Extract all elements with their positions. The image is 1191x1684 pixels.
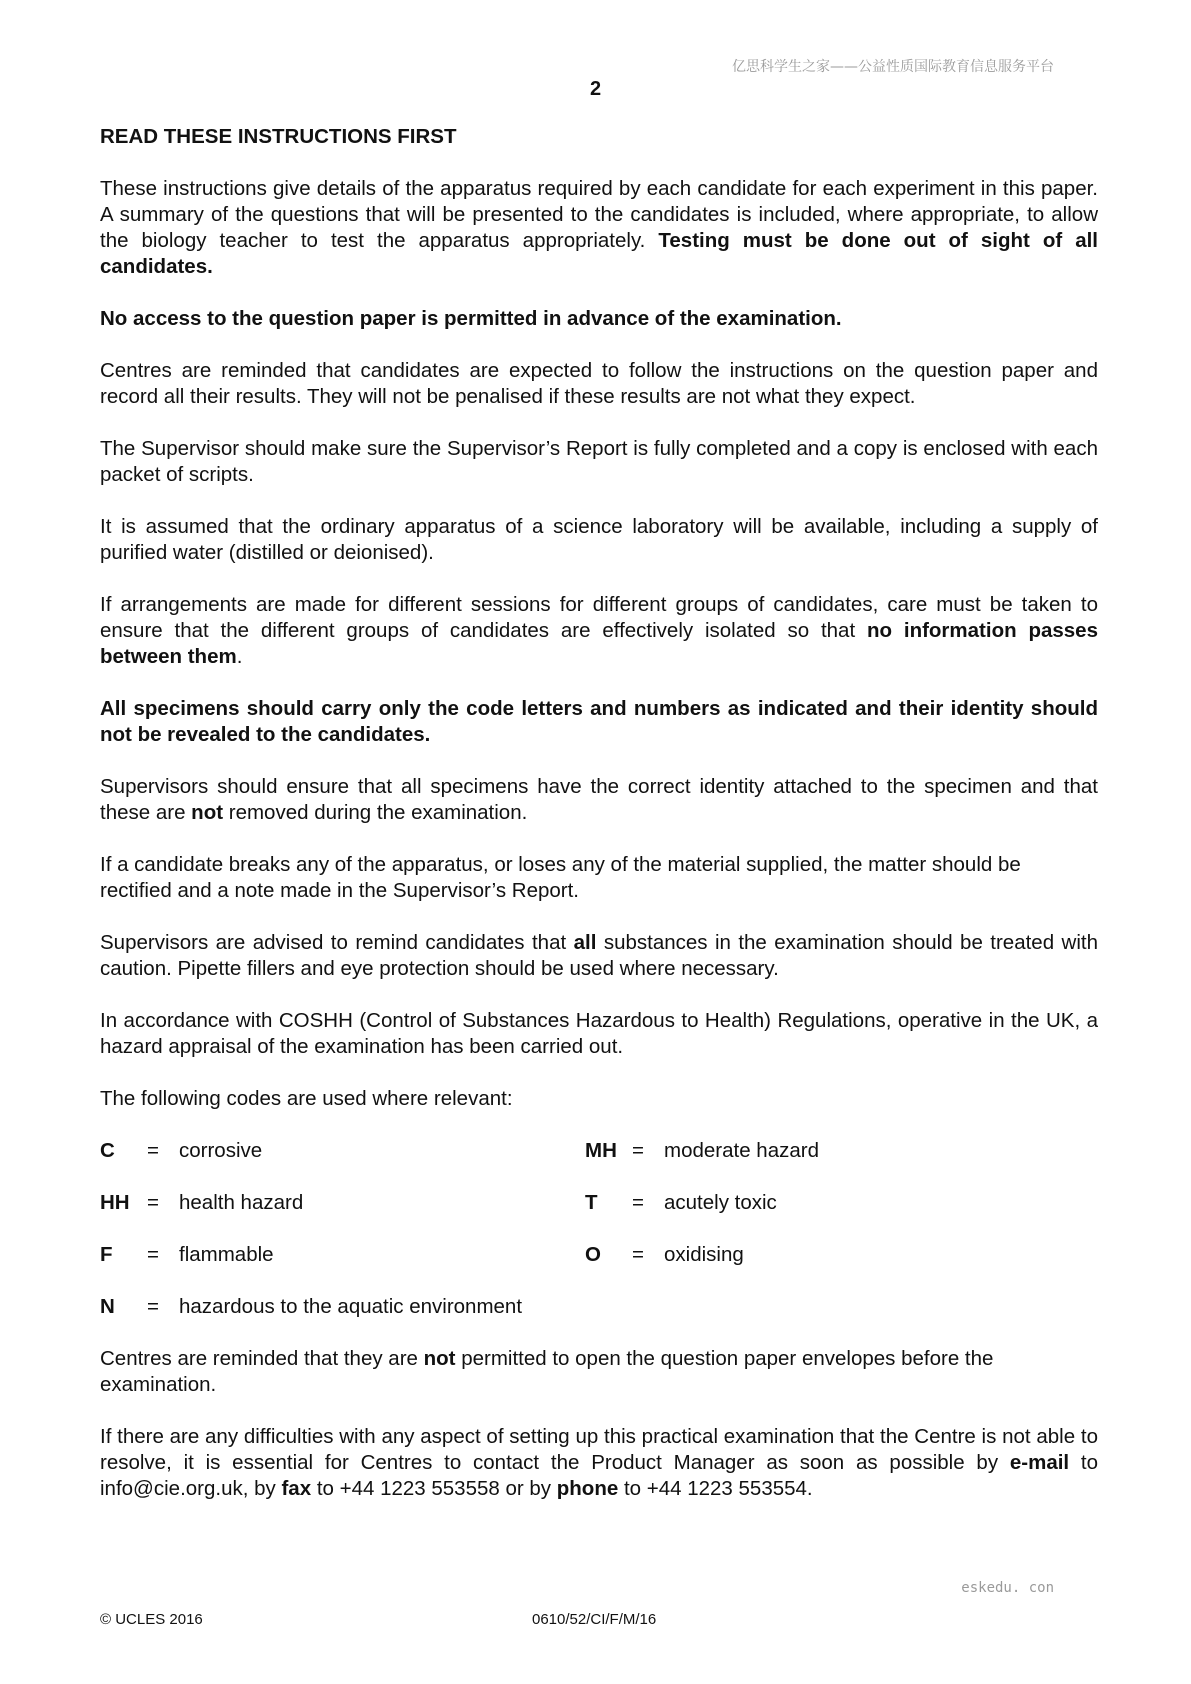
paragraph-reminder-results: Centres are reminded that candidates are expected to follow the instructions on the question paper and record all their results. They will not be penalised if these results are not what they expect. bbox=[100, 359, 1098, 408]
paragraph-no-access-bold: No access to the question paper is permitted in advance of the examination. bbox=[100, 307, 842, 330]
paragraph-envelopes bbox=[100, 1346, 1098, 1398]
hazard-code-equals: = bbox=[147, 1139, 159, 1162]
paragraph-specimen-identity bbox=[100, 774, 1098, 826]
hazard-code-equals: = bbox=[632, 1139, 644, 1162]
contact-phone-text: to +44 1223 553554. bbox=[618, 1477, 813, 1500]
paragraph-specimen-identity-text: Supervisors should ensure that all specimens have the correct identity attached to the specimen and that these are bbox=[100, 775, 1098, 824]
hazard-code-equals: = bbox=[632, 1243, 644, 1266]
paragraph-sessions bbox=[100, 592, 1098, 670]
hazard-code-key: O bbox=[585, 1243, 601, 1266]
hazard-code-definition: oxidising bbox=[664, 1243, 744, 1266]
page-number: 2 bbox=[589, 78, 602, 100]
paragraph-sessions-bold: no information passes between them bbox=[100, 619, 1098, 668]
contact-fax-text: to +44 1223 553558 or by bbox=[311, 1477, 557, 1500]
paragraph-caution-text: Supervisors are advised to remind candidates that bbox=[100, 931, 574, 954]
hazard-code-key: F bbox=[100, 1243, 113, 1266]
page-heading: READ THESE INSTRUCTIONS FIRST bbox=[100, 125, 457, 148]
contact-email-label: e-mail bbox=[1009, 1451, 1070, 1474]
paragraph-apparatus-bold: Testing must be done out of sight of all candidates. bbox=[100, 229, 1098, 278]
paragraph-specimens-codes-bold: All specimens should carry only the code letters and numbers as indicated and their identity should not be revealed to the candidates. bbox=[100, 697, 1098, 746]
paragraph-envelopes-bold: not bbox=[423, 1347, 456, 1370]
hazard-code-definition: hazardous to the aquatic environment bbox=[179, 1295, 523, 1318]
paragraph-sessions-end: . bbox=[236, 645, 243, 668]
hazard-code-equals: = bbox=[147, 1295, 159, 1318]
paragraph-specimen-identity-end: removed during the examination. bbox=[223, 801, 528, 824]
paragraph-apparatus-text: These instructions give details of the apparatus required by each candidate for each experiment in this paper. A summary of the questions that will be presented to the candidates is included, where appropriate, to allow the biology teacher to test the apparatus appropriately. bbox=[100, 177, 1098, 252]
paragraph-breakage: If a candidate breaks any of the apparatus, or loses any of the material supplied, the matter should be rectified and a note made in the Supervisor’s Report. bbox=[100, 853, 1021, 902]
hazard-code-key: N bbox=[100, 1295, 115, 1318]
hazard-code-definition: corrosive bbox=[179, 1139, 263, 1162]
hazard-code-key: HH bbox=[100, 1191, 130, 1214]
paragraph-apparatus bbox=[100, 176, 1098, 280]
paragraph-no-access bbox=[100, 306, 1098, 332]
hazard-code-definition: flammable bbox=[179, 1243, 274, 1266]
hazard-code-key: T bbox=[585, 1191, 598, 1214]
paragraph-sessions-text: If arrangements are made for different sessions for different groups of candidates, care must be taken to ensure that the different groups of candidates are effectively isolated so that bbox=[100, 593, 1098, 642]
hazard-code-equals: = bbox=[147, 1243, 159, 1266]
paragraph-ordinary-apparatus: It is assumed that the ordinary apparatus of a science laboratory will be available, including a supply of purified water (distilled or deionised). bbox=[100, 515, 1098, 564]
paragraph-contact-text: If there are any difficulties with any aspect of setting up this practical examination that the Centre is not able to resolve, it is essential for Centres to contact the Product Manager as soon as possible by bbox=[100, 1425, 1098, 1474]
instructions-body bbox=[100, 124, 1098, 1528]
hazard-code-equals: = bbox=[147, 1191, 159, 1214]
paragraph-specimens-codes bbox=[100, 696, 1098, 748]
paragraph-caution bbox=[100, 930, 1098, 982]
hazard-code-definition: moderate hazard bbox=[664, 1139, 819, 1162]
paragraph-caution-end: substances in the examination should be treated with caution. Pipette fillers and eye protection should be used where necessary. bbox=[100, 931, 1098, 980]
contact-fax-label: fax bbox=[281, 1477, 312, 1500]
paragraph-coshh: In accordance with COSHH (Control of Substances Hazardous to Health) Regulations, operative in the UK, a hazard appraisal of the examination has been carried out. bbox=[100, 1009, 1098, 1058]
footer-paper-code: 0610/52/CI/F/M/16 bbox=[532, 1611, 657, 1628]
footer-copyright: © UCLES 2016 bbox=[100, 1611, 203, 1628]
paragraph-codes-intro: The following codes are used where relevant: bbox=[100, 1087, 513, 1110]
hazard-codes bbox=[100, 1138, 1098, 1320]
paragraph-envelopes-end: permitted to open the question paper envelopes before the examination. bbox=[100, 1347, 994, 1396]
paragraph-caution-bold: all bbox=[573, 931, 597, 954]
paragraph-envelopes-text: Centres are reminded that they are bbox=[100, 1347, 424, 1370]
paragraph-specimen-identity-bold: not bbox=[191, 801, 224, 824]
contact-email-text: to info@cie.org.uk, by bbox=[100, 1451, 1098, 1500]
hazard-code-key: C bbox=[100, 1139, 115, 1162]
paragraph-supervisor-report: The Supervisor should make sure the Supervisor’s Report is fully completed and a copy is enclosed with each packet of scripts. bbox=[100, 437, 1098, 486]
contact-phone-label: phone bbox=[556, 1477, 619, 1500]
hazard-code-equals: = bbox=[632, 1191, 644, 1214]
paragraph-contact bbox=[100, 1424, 1098, 1502]
watermark-footer: eskedu. con bbox=[961, 1580, 1054, 1596]
hazard-code-definition: health hazard bbox=[179, 1191, 304, 1214]
hazard-code-key: MH bbox=[585, 1139, 617, 1162]
watermark-header: 亿思科学生之家——公益性质国际教育信息服务平台 bbox=[732, 59, 1054, 75]
hazard-code-definition: acutely toxic bbox=[664, 1191, 777, 1214]
